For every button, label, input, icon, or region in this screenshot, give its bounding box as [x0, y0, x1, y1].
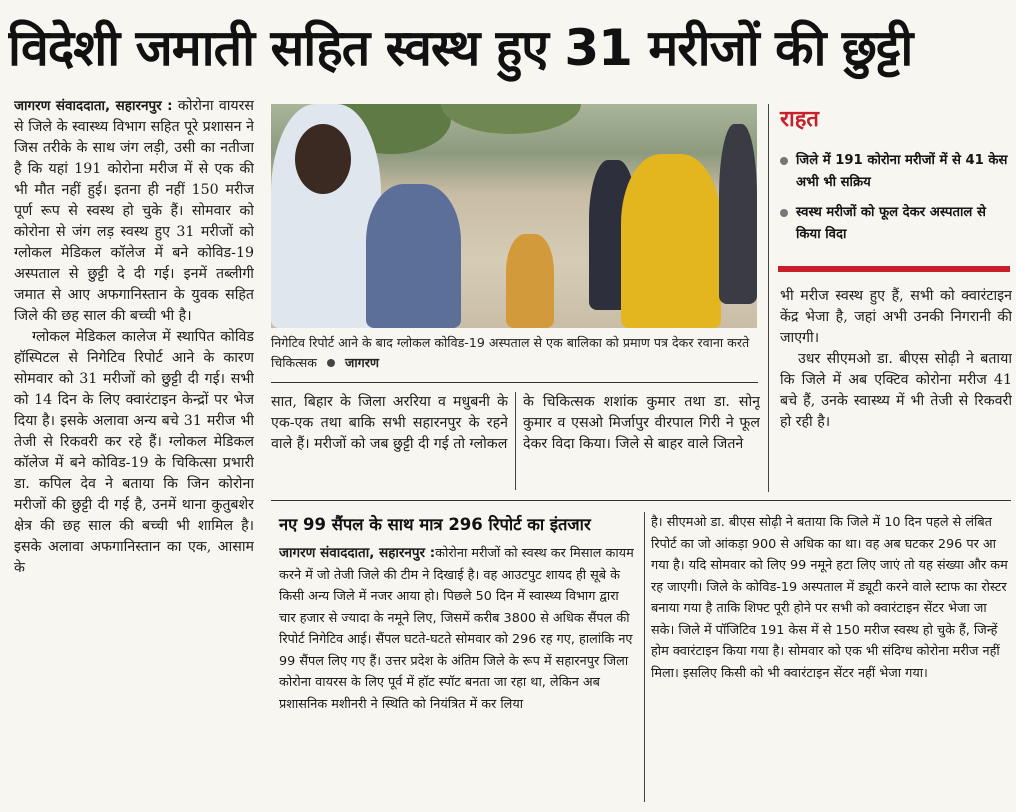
middle-column-1 [271, 392, 508, 492]
sidebar-item-text: जिले में 191 कोरोना मरीजों में से 41 केस अभी भी सक्रिय [796, 153, 1008, 190]
photo-figure-bg [719, 124, 757, 304]
sidebar-item [780, 150, 1010, 194]
photo-figure-person [366, 184, 461, 328]
photo-caption-text: निगेटिव रिपोर्ट आने के बाद ग्लोकल कोविड-19 अस्पताल से एक बालिका को प्रमाण पत्र देकर रवाना करते चिकित्सक [271, 335, 750, 370]
left-column-para1 [14, 96, 254, 327]
left-column-para2: ग्लोकल मेडिकल कालेज में स्थापित कोविड हॉस्पिटल से निगेटिव रिपोर्ट आने के कारण सोमवार को 31 मरीजों को छुट्टी दी गई। सभी को 14 दिन के लिए क्वारंटाइन केन्द्रों पर भेज दिया है। इसके अलावा अन्य बचे 31 मरीज भी तेजी से रिकवरी कर रहे हैं। ग्लोकल मेडिकल कॉलेज में बने कोविड-19 के चिकित्सा प्रभारी डा. कपिल देव ने बताया कि जिन कोरोना मरीजों की छुट्टी दी गई है, उनमें थाना कुतुबशेर क्षेत्र की छह साल की बच्ची भी शामिल है। इसके अलावा अफगानिस्तान का एक, आसाम के [14, 329, 254, 576]
photo-caption [271, 333, 757, 377]
sidebar-item [780, 202, 1010, 246]
sub-byline: जागरण संवाददाता, सहारनपुर : [279, 545, 436, 561]
sub-headline: नए 99 सैंपल के साथ मात्र 296 रिपोर्ट का इंतजार [279, 515, 591, 534]
middle-column-2-text: के चिकित्सक शशांक कुमार तथा डा. सोनू कुमार व एसओ मिर्जापुर वीरपाल गिरी ने फूल देकर विदा किया। जिले से बाहर वाले जितने [523, 394, 760, 452]
sub-story-right-text: है। सीएमओ डा. बीएस सोढ़ी ने बताया कि जिले में 10 दिन पहले से लंबित रिपोर्ट का जो आंकड़ा 900 से अधिक का था। वह अब घटकर 296 पर आ गया है। यदि सोमवार को लिए 99 नमूने हटा लिए जाएं तो यह संख्या और कम रह जाएगी। जिले के कोविड-19 अस्पताल में ड्यूटी करने वाले स्टाफ का रोस्टर बनाया गया है ताकि शिफ्ट पूरी होने पर सभी को क्वारंटाइन सेंटर भेजा जा सके। जिले में पॉजिटिव 191 केस में से 150 मरीज स्वस्थ हो चुके हैं, जिन्हें होम क्वारंटाइन किया गया है। सोमवार को एक भी संदिग्ध कोरोना मरीज नहीं मिला। इसलिए किसी को भी क्वारंटाइन सेंटर नहीं भेजा गया। [651, 515, 1008, 681]
column-divider [768, 104, 769, 492]
sidebar-list [780, 150, 1010, 255]
bullet-icon [780, 157, 788, 165]
bullet-icon [327, 359, 335, 367]
right-column-para2: उधर सीएमओ डा. बीएस सोढ़ी ने बताया कि जिले में अब एक्टिव कोरोना मरीज 41 बचे हैं, उनके स्वास्थ्य में भी तेजी से रिकवरी हो रही है। [780, 351, 1012, 430]
column-divider [515, 392, 516, 490]
middle-column-1-text: सात, बिहार के जिला अररिया व मधुबनी के एक-एक तथा बाकि सभी सहारनपुर के रहने वाले हैं। मरीजों को जब छुट्टी दी गई तो ग्लोकल [271, 394, 508, 452]
divider [271, 500, 1011, 501]
photo-tree [441, 104, 581, 134]
sub-story-right [651, 512, 1011, 802]
left-column [14, 96, 254, 812]
column-divider [644, 512, 645, 802]
right-column [780, 286, 1012, 496]
byline: जागरण संवाददाता, सहारनपुर : [14, 98, 173, 114]
sub-story-left-text: कोरोना मरीजों को स्वस्थ कर मिसाल कायम करने में जो तेजी जिले की टीम ने दिखाई है। वह आउटपुट शायद ही सूबे के किसी अन्य जिले में नजर आया हो। पिछले 50 दिन में स्वास्थ्य विभाग द्वारा चार हजार से ज्यादा के नमूने लिए, जिसमें करीब 3800 से अधिक सैंपल की रिपोर्ट निगेटिव आई। सैंपल घटते-घटते सोमवार को 296 रह गए, हालांकि नए 99 सैंपल लिए गए हैं। उत्तर प्रदेश के अंतिम जिले के रूप में सहारनपुर जिला कोरोना वायरस के लिए पूर्व में हॉट स्पॉट बनता जा रहा था, लेकिन अब प्रशासनिक मशीनरी ने स्थिति को नियंत्रित में कर लिया [279, 546, 634, 712]
photo-figure-man-yellow [621, 154, 721, 328]
sidebar-item-text: स्वस्थ मरीजों को फूल देकर अस्पताल से किया विदा [796, 205, 986, 242]
middle-column-2 [523, 392, 760, 492]
photo-figure-child [506, 234, 554, 328]
sidebar-accent-bar [778, 266, 1010, 272]
photo-figure-head [295, 124, 351, 194]
divider [271, 382, 758, 383]
sub-story-left [279, 543, 639, 812]
bullet-icon [780, 209, 788, 217]
right-column-para1: भी मरीज स्वस्थ हुए हैं, सभी को क्वारंटाइन केंद्र भेजा है, जहां अभी उनकी निगरानी की जाएगी। [780, 288, 1012, 346]
sidebar-title: राहत [780, 107, 819, 132]
photo-credit: जागरण [345, 355, 379, 370]
news-photo [271, 104, 757, 328]
headline: विदेशी जमाती सहित स्वस्थ हुए 31 मरीजों की छुट्टी [8, 19, 913, 77]
left-column-para1-text: कोरोना वायरस से जिले के स्वास्थ्य विभाग सहित पूरे प्रशासन ने जिस तरीके के साथ जंग लड़ी, उसी का नतीजा है कि यहां 191 कोरोना मरीज में से एक की भी मौत नहीं हुई। इतना ही नहीं 150 मरीज पूर्ण रूप से स्वस्थ हो चुके हैं। सोमवार को कोरोना से जंग लड़ स्वस्थ हुए 31 मरीजों को ग्लोकल मेडिकल कॉलेज में बने कोविड-19 अस्पताल से छुट्टी दे दी गई। इनमें तब्लीगी जमात से आए अफगानिस्तान के युवक सहित जिले की छह साल की बच्ची भी है। [14, 98, 254, 324]
